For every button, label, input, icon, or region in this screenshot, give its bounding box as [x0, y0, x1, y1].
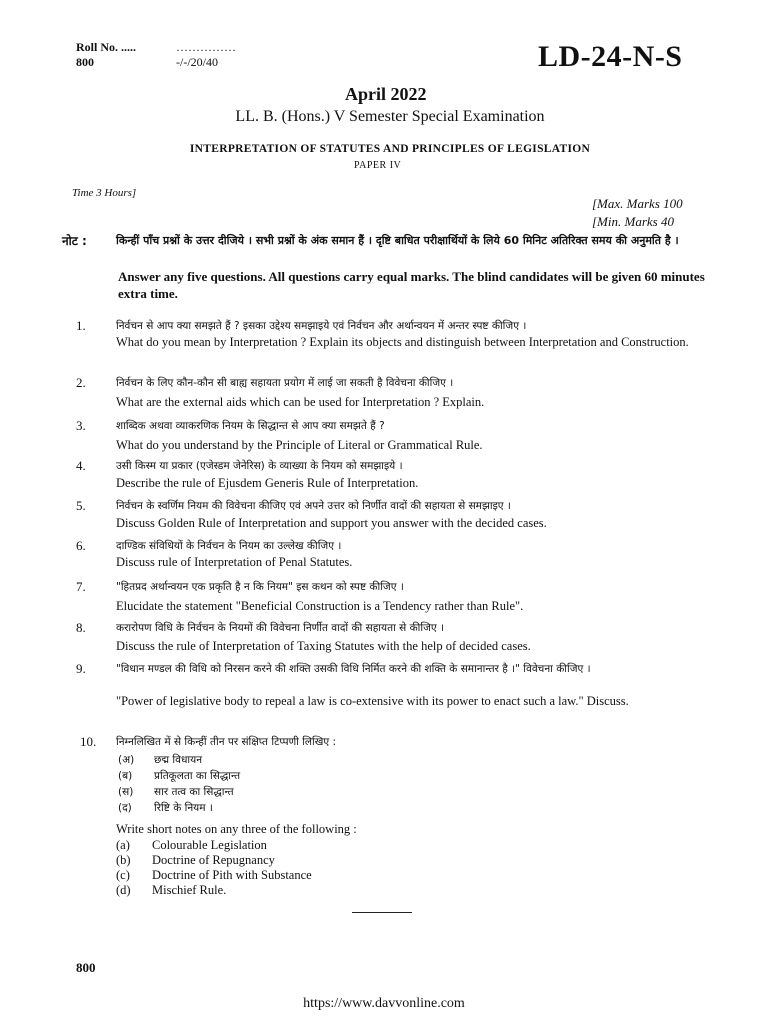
roll-fill-block — [176, 40, 236, 70]
list-item: (द) रिष्टि के नियम । — [118, 802, 213, 814]
note-english: Answer any five questions. All questions carry equal marks. The blind candidates will be given 60 minutes extra time. — [118, 269, 705, 301]
paper-number: PAPER IV — [354, 160, 402, 171]
question-english: "Power of legislative body to repeal a law is co-extensive with its power to enact such a law." Discuss. — [116, 694, 629, 708]
question-hindi: दाण्डिक संविधियों के निर्वचन के नियम का उल्लेख कीजिए । — [116, 540, 342, 552]
marks-block — [592, 195, 683, 231]
question-hindi: उसी किस्म या प्रकार (एजेस्डम जेनेरिस) के व्याख्या के नियम को समझाइये । — [116, 460, 403, 472]
subject-title: INTERPRETATION OF STATUTES AND PRINCIPLES OF LEGISLATION — [189, 143, 591, 155]
code-mid: -/-/20/40 — [176, 55, 218, 69]
question-number: 8. — [76, 620, 86, 635]
question-number: 5. — [76, 498, 86, 513]
q10-english-list — [116, 838, 312, 898]
list-item: (स) सार तत्व का सिद्धान्त — [118, 786, 234, 798]
list-item: (d) Mischief Rule. — [116, 883, 227, 897]
max-marks: [Max. Marks 100 — [592, 196, 683, 211]
list-item: (ब) प्रतिकूलता का सिद्धान्त — [118, 770, 241, 782]
q10-hindi-list — [118, 752, 240, 816]
question-hindi: करारोपण विधि के निर्वचन के नियमों की विवेचना निर्णीत वादों की सहायता से कीजिए । — [116, 622, 444, 634]
list-item: (अ) छद्म विधायन — [118, 754, 203, 766]
list-item: (b) Doctrine of Repugnancy — [116, 853, 275, 867]
question-english: What are the external aids which can be used for Interpretation ? Explain. — [116, 395, 485, 409]
roll-label: Roll No. ..... — [76, 40, 136, 54]
question-english: Elucidate the statement "Beneficial Construction is a Tendency rather than Rule". — [116, 599, 524, 613]
question-hindi: "हितप्रद अर्थान्वयन एक प्रकृति है न कि नियम" इस कथन को स्पष्ट कीजिए । — [116, 581, 404, 593]
question-english: What do you understand by the Principle of Literal or Grammatical Rule. — [116, 438, 483, 452]
question-hindi: "विधान मण्डल की विधि को निरसन करने की शक्ति उसकी विधि निर्मित करने की शक्ति के समानान्तर है ।" विवेचना कीजिए । — [116, 663, 591, 675]
list-item: (c) Doctrine of Pith with Substance — [116, 868, 312, 882]
question-english: Discuss rule of Interpretation of Penal Statutes. — [116, 555, 353, 569]
question-number: 7. — [76, 579, 86, 594]
question-english: Describe the rule of Ejusdem Generis Rule of Interpretation. — [116, 476, 419, 490]
question-english: Discuss the rule of Interpretation of Taxing Statutes with the help of decided cases. — [116, 639, 531, 653]
question-number: 6. — [76, 538, 86, 553]
question-english: Discuss Golden Rule of Interpretation and support you answer with the decided cases. — [116, 516, 547, 530]
question-number: 1. — [76, 318, 86, 333]
question-number: 10. — [80, 734, 97, 749]
question-hindi: निम्नलिखित में से किन्हीं तीन पर संक्षिप्त टिप्पणी लिखिए : — [116, 736, 337, 748]
paper-code: LD-24-N-S — [538, 40, 683, 73]
list-item: (a) Colourable Legislation — [116, 838, 267, 852]
code-left: 800 — [76, 55, 94, 69]
question-number: 4. — [76, 458, 86, 473]
roll-dots: …………… — [176, 40, 236, 54]
min-marks: [Min. Marks 40 — [592, 214, 674, 229]
q10-english-intro: Write short notes on any three of the following : — [116, 822, 357, 836]
note-hindi: किन्हीं पाँच प्रश्नों के उत्तर दीजिये । सभी प्रश्नों के अंक समान हैं । दृष्टि बाधित परीक्षार्थियों के लिये 60 मिनिट अतिरिक्त समय की अनुमति है । — [116, 234, 679, 247]
note-label: नोट : — [62, 234, 87, 248]
question-hindi: निर्वचन के स्वर्णिम नियम की विवेचना कीजिए एवं अपने उत्तर को निर्णीत वादों की सहायता से समझाइए । — [116, 500, 511, 512]
exam-month-year: April 2022 — [345, 84, 427, 104]
exam-title: LL. B. (Hons.) V Semester Special Examination — [235, 108, 545, 125]
question-number: 3. — [76, 418, 86, 433]
time-allowed: Time 3 Hours] — [72, 187, 137, 199]
footer-url: https://www.davvonline.com — [303, 996, 465, 1011]
question-hindi: शाब्दिक अथवा व्याकरणिक नियम के सिद्धान्त से आप क्या समझते हैं ? — [116, 420, 385, 432]
question-hindi: निर्वचन से आप क्या समझते हैं ? इसका उद्देश्य समझाइये एवं निर्वचन और अर्थान्वयन में अन्तर स्पष्ट कीजिए । — [116, 320, 527, 332]
roll-number-block — [76, 40, 136, 70]
question-hindi: निर्वचन के लिए कौन-कौन सी बाह्य सहायता प्रयोग में लाई जा सकती है विवेचना कीजिए । — [116, 377, 454, 389]
footer-page-code: 800 — [76, 960, 96, 975]
end-divider — [352, 912, 412, 913]
question-number: 2. — [76, 375, 86, 390]
question-english: What do you mean by Interpretation ? Explain its objects and distinguish between Interpretation and Construction. — [116, 335, 689, 349]
question-number: 9. — [76, 661, 86, 676]
